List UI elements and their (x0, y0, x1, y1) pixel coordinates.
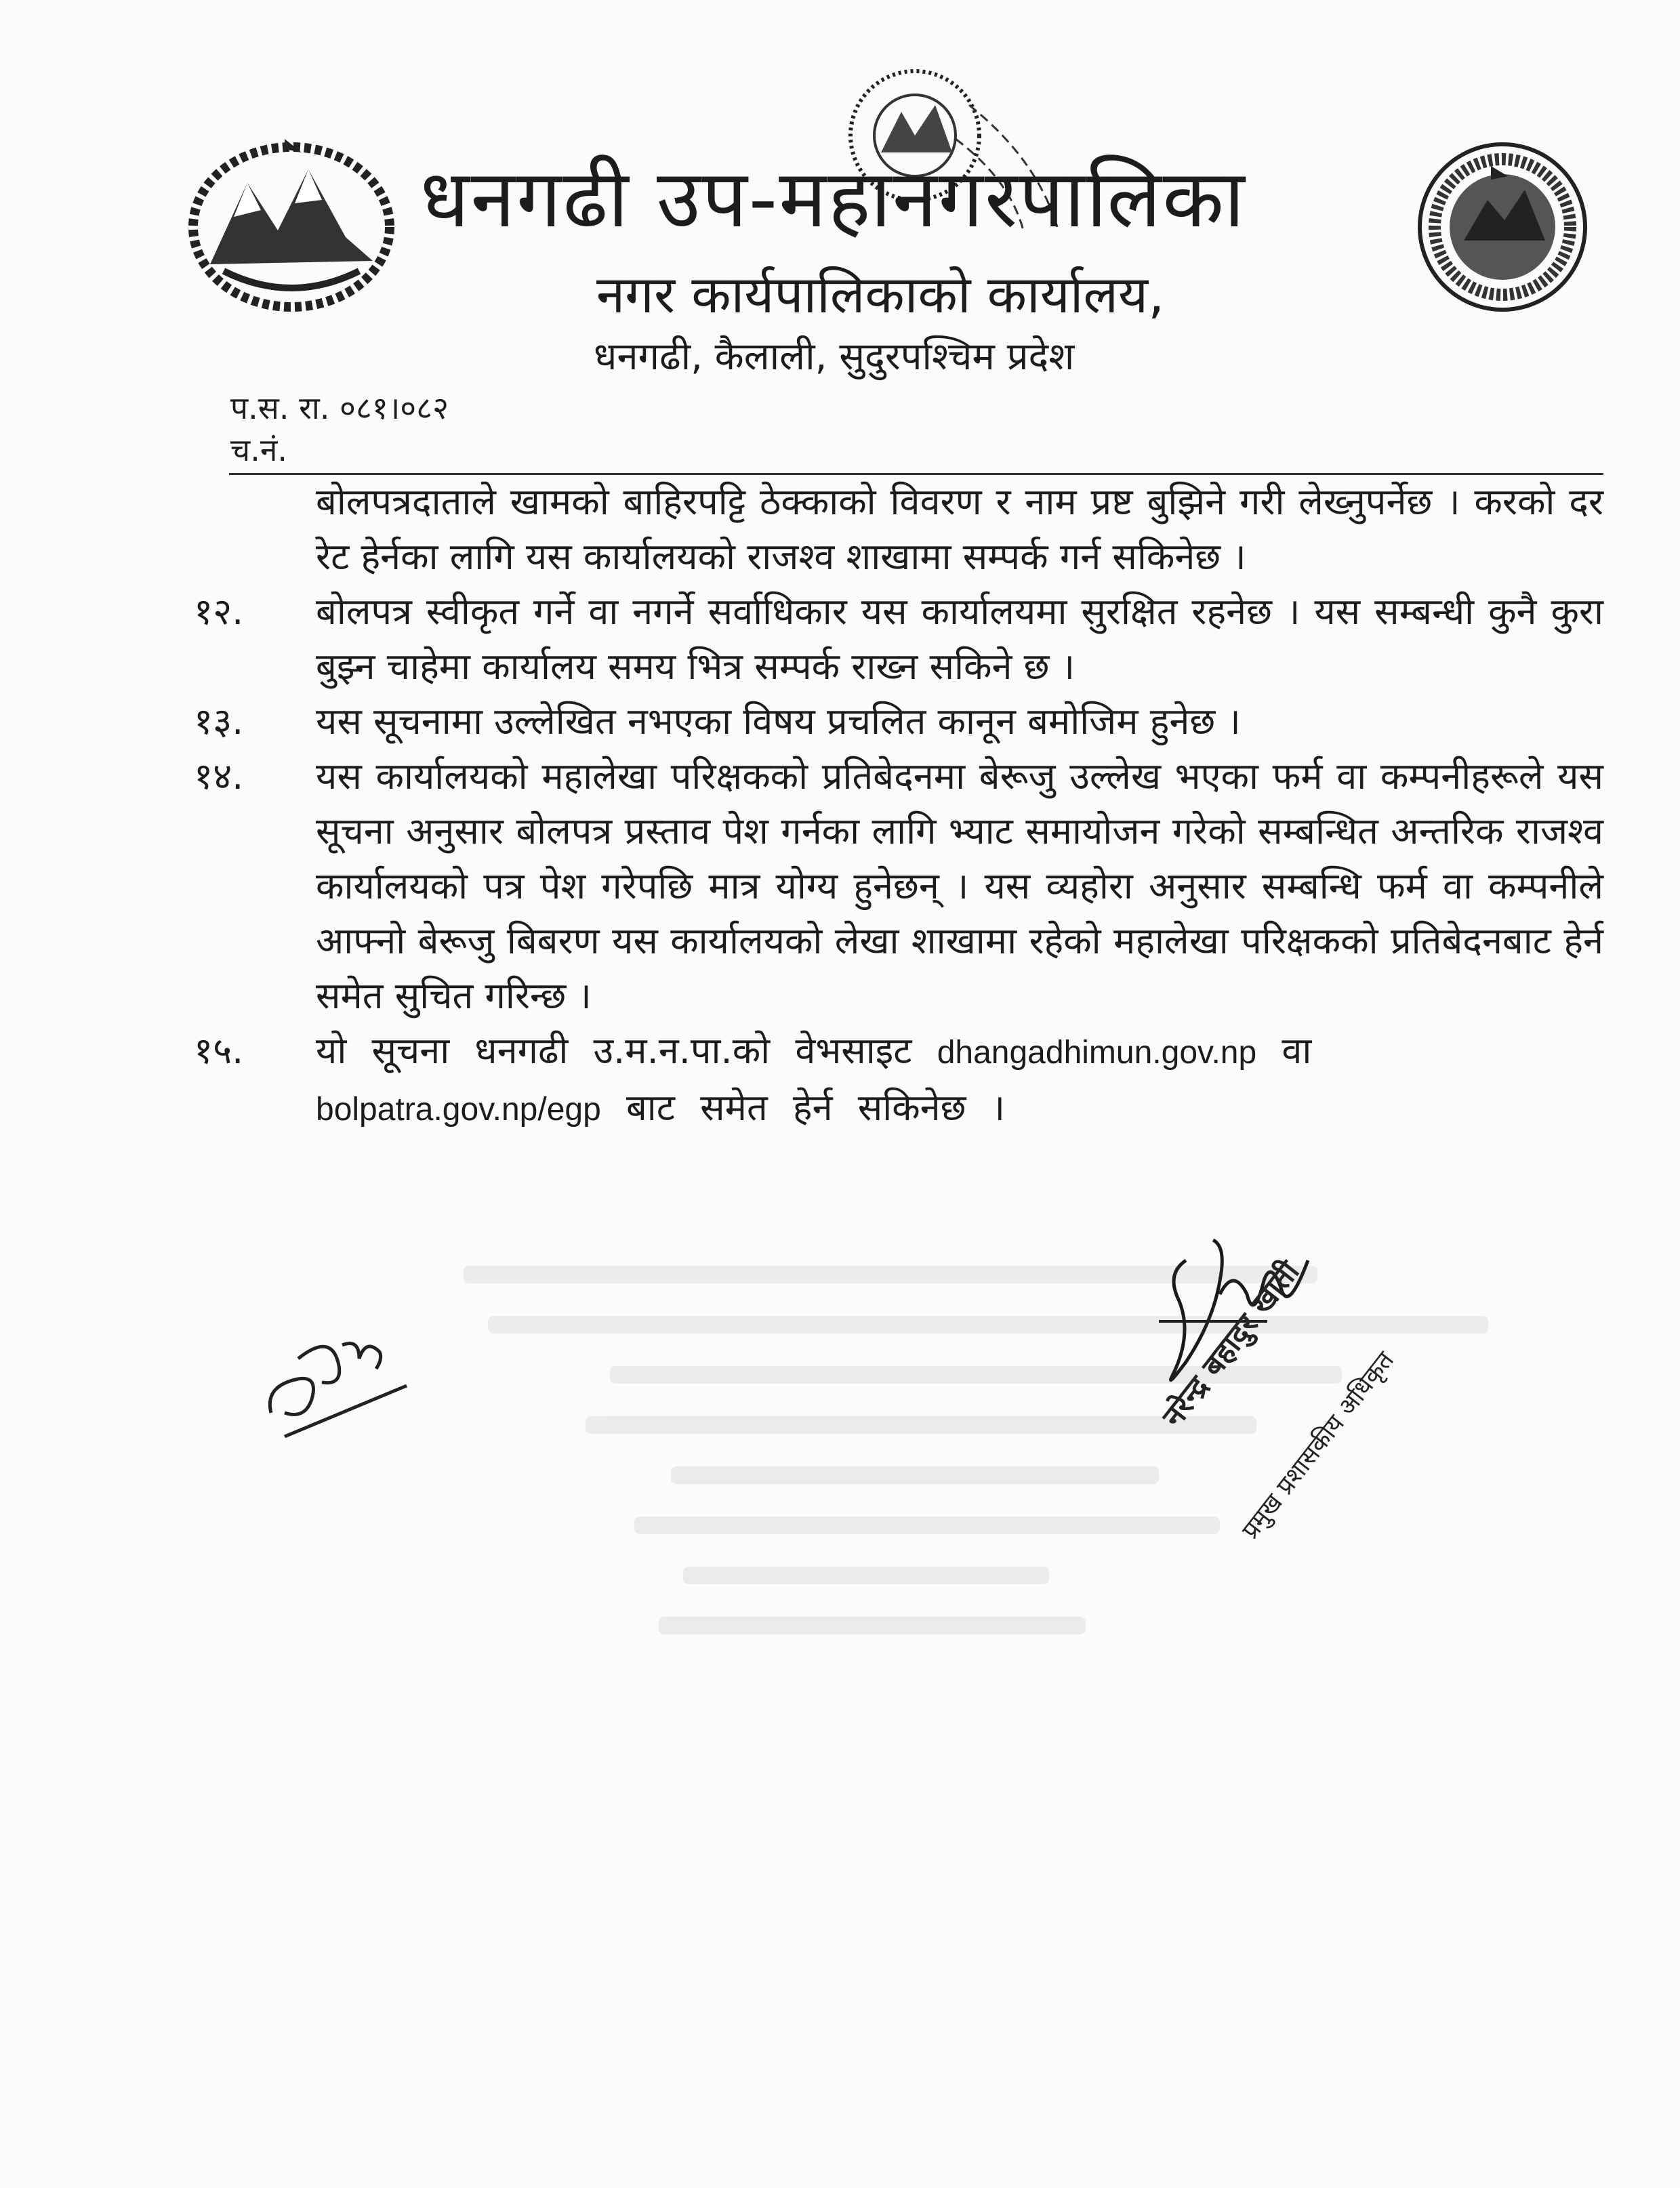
dhangadhi-municipality-logo-icon (1416, 139, 1589, 315)
nepal-emblem-icon (183, 136, 400, 312)
notice-item-14 (194, 749, 1603, 1023)
item-text-or: वा (1282, 1029, 1312, 1072)
officer-designation-stamp: प्रमुख प्रशासकीय अधिकृत (1236, 1346, 1400, 1544)
item-text-post: बाट समेत हेर्न सकिनेछ । (626, 1086, 1006, 1129)
municipality-title: धनगढी उप-महानगरपालिका (420, 152, 1246, 245)
item-number: १३. (194, 700, 244, 743)
intro-paragraph: बोलपत्रदाताले खामको बाहिरपट्टि ठेक्काको विवरण र नाम प्रष्ट बुझिने गरी लेख्नुपर्नेछ । करको दर रेट हेर्नका लागि यस कार्यालयको राजश्व शाखामा सम्पर्क गर्न सकिनेछ । (316, 480, 1603, 578)
officer-name-stamp: नरेन्द्र बहादुर खाती (1155, 1254, 1307, 1434)
item-number: १४. (194, 755, 244, 798)
notice-item-15 (194, 1023, 1603, 1137)
item-text: यस कार्यालयको महालेखा परिक्षकको प्रतिबेदनमा बेरूजु उल्लेख भएका फर्म वा कम्पनीहरूले यस सूचना अनुसार बोलपत्र प्रस्ताव पेश गर्नका लागि भ्याट समायोजन गरेको सम्बन्धित अन्तरिक राजश्व कार्यालयको पत्र पेश गरेपछि मात्र योग्य हुनेछन् । यस व्यहोरा अनुसार सम्बन्धि फर्म वा कम्पनीले आफ्नो बेरूजु बिबरण यस कार्यालयको लेखा शाखामा रहेको महालेखा परिक्षकको प्रतिबेदनबाट हेर्न समेत सुचित गरिन्छ । (316, 755, 1603, 1017)
item-text-pre: यो सूचना धनगढी उ.म.न.पा.को वेभसाइट (316, 1029, 912, 1072)
fiscal-year: प.स. रा. ०८१।०८२ (230, 390, 449, 426)
egp-portal-link[interactable]: bolpatra.gov.np/egp (316, 1092, 601, 1128)
item-text: बोलपत्र स्वीकृत गर्ने वा नगर्ने सर्वाधिकार यस कार्यालयमा सुरक्षित रहनेछ । यस सम्बन्धी कुनै कुरा बुझ्न चाहेमा कार्यालय समय भित्र सम्पर्क राख्न सकिने छ । (316, 590, 1603, 688)
office-address: धनगढी, कैलाली, सुदुरपश्चिम प्रदेश (594, 335, 1075, 379)
notice-item-13 (194, 694, 1603, 749)
office-name: नगर कार्यपालिकाको कार्यालय, (596, 264, 1165, 325)
website-link[interactable]: dhangadhimun.gov.np (937, 1035, 1257, 1071)
item-number: १५. (194, 1029, 244, 1072)
item-number: १२. (194, 590, 244, 633)
notice-body (194, 474, 1603, 1137)
notice-item-12 (194, 584, 1603, 694)
dispatch-number-label: च.नं. (230, 432, 287, 468)
item-text: यस सूचनामा उल्लेखित नभएका विषय प्रचलित कानून बमोजिम हुनेछ । (316, 700, 1241, 743)
bleed-through-text (366, 1233, 1586, 2046)
